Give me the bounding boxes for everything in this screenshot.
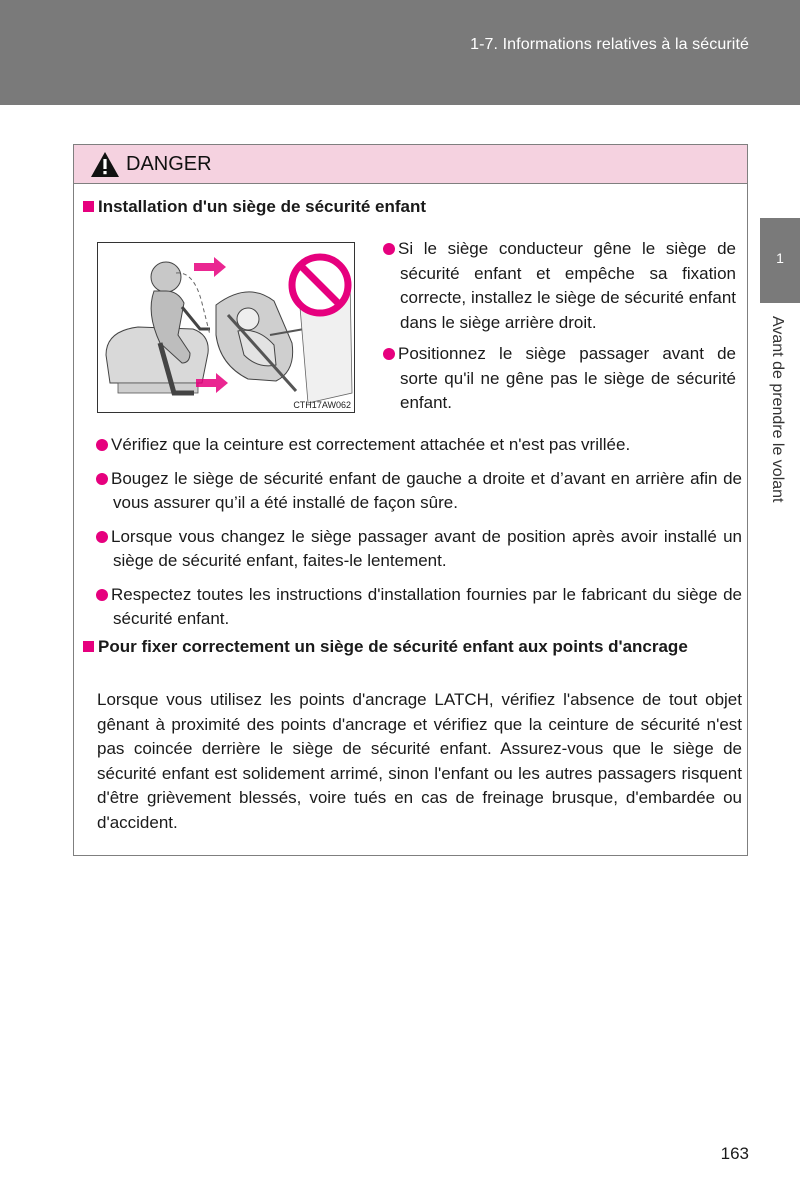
chapter-title: Avant de prendre le volant [769,316,786,503]
danger-label: DANGER [126,152,212,175]
section-title: 1-7. Informations relatives à la sécurité [470,36,749,53]
bullet-dot-icon [96,439,108,451]
bullet-dot-icon [383,243,395,255]
heading-text: Pour fixer correctement un siège de sécurité enfant aux points d'ancrage [98,637,688,656]
warning-triangle-icon [90,151,120,178]
list-item: Positionnez le siège passager avant de sorte qu'il ne gêne pas le siège de sécurité enfant. [383,342,736,416]
chapter-number: 1 [776,250,784,266]
list-item: Respectez toutes les instructions d'installation fournies par le fabricant du siège de sécurité enfant. [96,583,742,632]
section-heading-anchor-points [83,635,756,660]
body-paragraph: Lorsque vous utilisez les points d'ancrage LATCH, vérifiez l'absence de tout objet gênant à proximité des points d'ancrage et vérifiez que la ceinture de sécurité n'est pas coincée derrière le siège de sécurité enfant. Assurez-vous que le siège de sécurité enfant est solidement arrimé, sinon l'enfant ou les autres passagers risquent d'être grièvement blessés, voire tués en cas de freinage brusque, d'embardée ou d'accident. [97,690,742,832]
bullet-list [96,433,742,641]
bullet-dot-icon [96,589,108,601]
illustration-drawing [98,243,355,413]
danger-header [74,145,747,184]
list-item: Lorsque vous changez le siège passager avant de position après avoir installé un siège de sécurité enfant, faites-le lentement. [96,525,742,574]
bullet-dot-icon [96,531,108,543]
list-item: Si le siège conducteur gêne le siège de sécurité enfant et empêche sa fixation correcte, installez le siège de sécurité enfant dans le siège arrière droit. [383,237,736,335]
page-header [0,0,800,105]
list-item: Bougez le siège de sécurité enfant de gauche a droite et d’avant en arrière afin de vous assurer qu’il a été installé de façon sûre. [96,467,742,516]
chapter-tab [760,218,800,303]
section-heading-child-seat [83,197,426,217]
square-bullet-icon [83,201,94,212]
figure-bullet-list [383,237,736,423]
square-bullet-icon [83,641,94,652]
figure-code: CTH17AW062 [293,400,351,410]
bullet-dot-icon [96,473,108,485]
bullet-dot-icon [383,348,395,360]
page-number: 163 [720,1144,749,1163]
danger-box [73,144,748,856]
heading-text: Installation d'un siège de sécurité enfant [98,197,427,216]
child-seat-illustration [97,242,355,413]
list-item: Vérifiez que la ceinture est correctement attachée et n'est pas vrillée. [96,433,742,458]
